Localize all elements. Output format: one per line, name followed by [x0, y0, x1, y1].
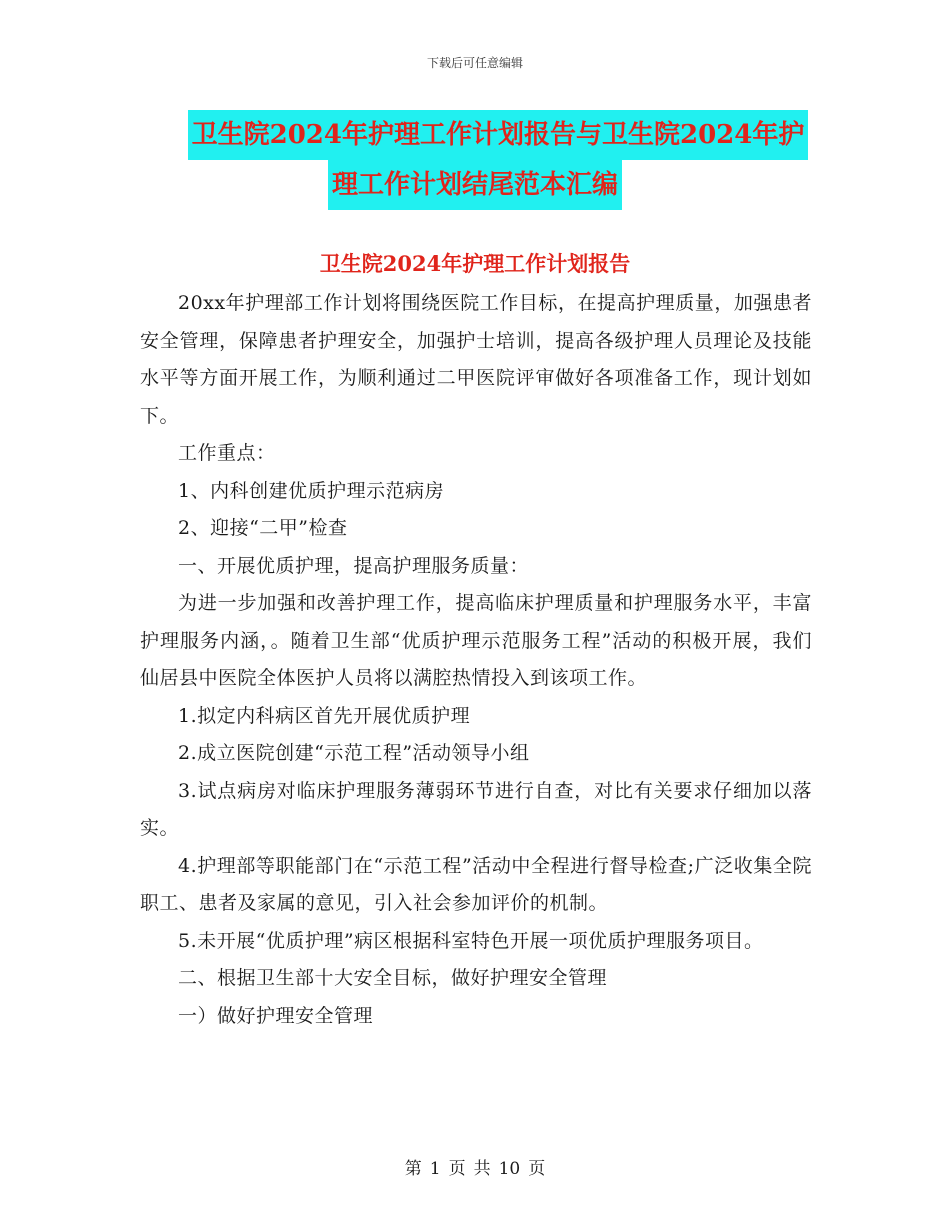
footer-total-pages: 10	[498, 1159, 521, 1179]
body-paragraph: 20xx年护理部工作计划将围绕医院工作目标，在提高护理质量，加强患者安全管理，保障患者护理安全，加强护士培训，提高各级护理人员理论及技能水平等方面开展工作，为顺利通过二甲医院评审做好各项准备工作，现计划如下。	[140, 292, 812, 427]
body-paragraph: 1、内科创建优质护理示范病房	[178, 479, 445, 502]
body-paragraph: 一、开展优质护理，提高护理服务质量：	[178, 554, 530, 577]
body-paragraph: 1.拟定内科病区首先开展优质护理	[178, 704, 471, 727]
body-paragraph: 4.护理部等职能部门在“示范工程”活动中全程进行督导检查;广泛收集全院职工、患者及家属的意见，引入社会参加评价的机制。	[140, 854, 812, 914]
footer-page-prefix: 第	[404, 1159, 422, 1179]
footer-page-suffix: 页	[528, 1159, 546, 1179]
body-paragraph: 工作重点：	[178, 442, 276, 464]
document-title-line-1: 卫生院2024年护理工作计划报告与卫生院2024年护	[188, 110, 809, 160]
body-paragraph: 3.试点病房对临床护理服务薄弱环节进行自查，对比有关要求仔细加以落实。	[140, 779, 812, 839]
footer-page-number: 1	[429, 1159, 441, 1179]
body-paragraph: 一）做好护理安全管理	[178, 1004, 374, 1027]
footer-total-label: 共	[473, 1159, 491, 1179]
body-paragraph: 2.成立医院创建“示范工程”活动领导小组	[178, 742, 530, 764]
body-paragraph: 为进一步加强和改善护理工作，提高临床护理质量和护理服务水平，丰富护理服务内涵，。随着卫生部“优质护理示范服务工程”活动的积极开展，我们仙居县中医院全体医护人员将以满腔热情投入到该项工作。	[140, 592, 812, 689]
body-paragraph: 2、迎接“二甲”检查	[178, 517, 348, 539]
section-heading: 卫生院2024年护理工作计划报告	[319, 251, 631, 276]
body-paragraph: 二、根据卫生部十大安全目标，做好护理安全管理	[178, 967, 608, 989]
document-title-line-2: 理工作计划结尾范本汇编	[328, 160, 622, 210]
document-title	[0, 110, 950, 210]
header-note: 下载后可任意编辑	[426, 56, 523, 70]
document-body	[140, 285, 812, 1035]
page-footer	[0, 1154, 950, 1179]
footer-page-mid: 页	[448, 1159, 466, 1179]
body-paragraph: 5.未开展“优质护理”病区根据科室特色开展一项优质护理服务项目。	[178, 929, 764, 952]
